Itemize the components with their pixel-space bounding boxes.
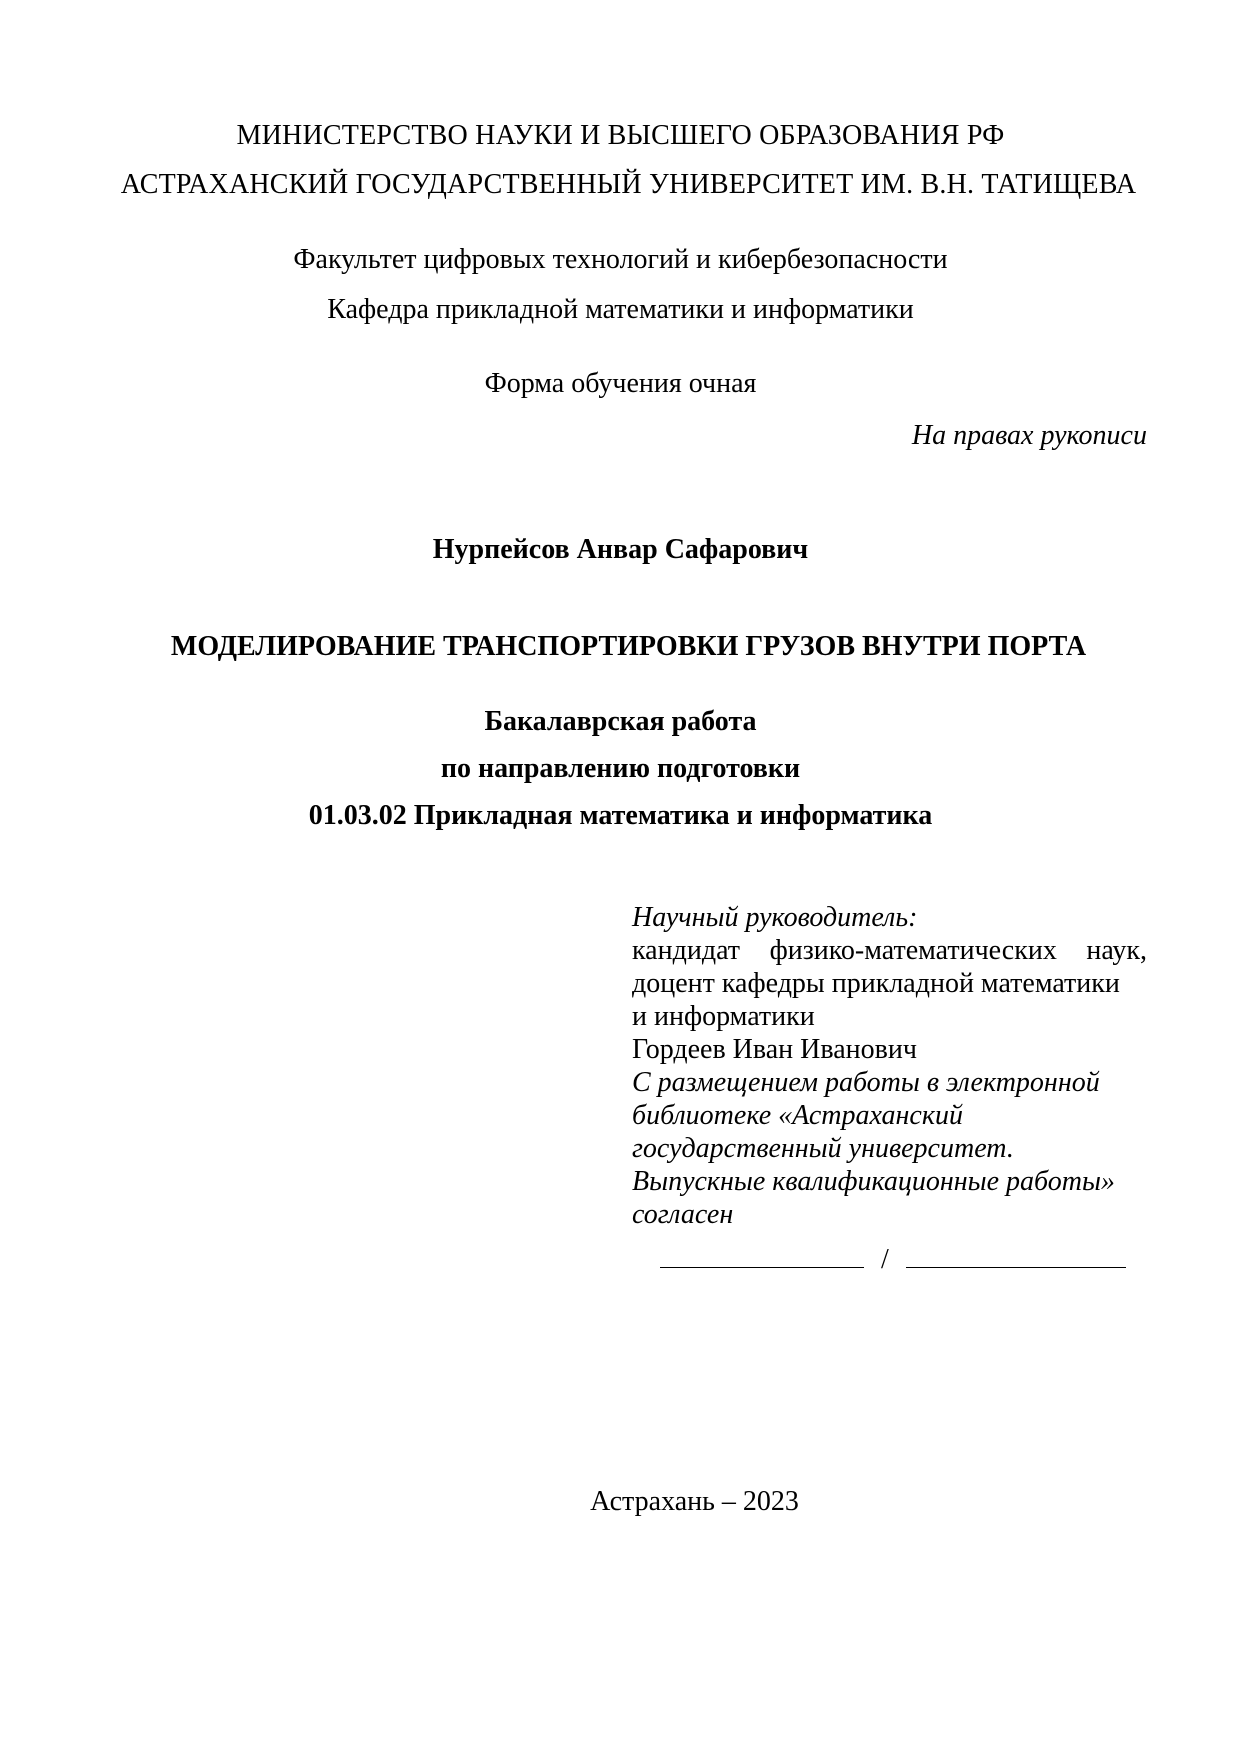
direction-prefix: по направлению подготовки xyxy=(440,753,801,784)
signature-separator: / xyxy=(881,1244,889,1275)
thesis-title: МОДЕЛИРОВАНИЕ ТРАНСПОРТИРОВКИ ГРУЗОВ ВНУТРИ ПОРТА xyxy=(170,631,1087,662)
consent-line: Выпускные квалификационные работы» xyxy=(632,1166,1115,1197)
study-form: Форма обучения очная xyxy=(484,368,757,399)
supervisor-position-cont: и информатики xyxy=(632,1001,815,1032)
direction-name: 01.03.02 Прикладная математика и информатика xyxy=(308,800,933,831)
signature-name-blank xyxy=(906,1243,1126,1268)
author-name: Нурпейсов Анвар Сафарович xyxy=(432,534,809,565)
consent-line: государственный университет. xyxy=(632,1133,1014,1164)
ministry-heading: МИНИСТЕРСТВО НАУКИ И ВЫСШЕГО ОБРАЗОВАНИЯ РФ xyxy=(236,120,1005,151)
manuscript-note: На правах рукописи xyxy=(911,420,1147,451)
faculty-name: Факультет цифровых технологий и кибербезопасности xyxy=(293,244,948,275)
department-name: Кафедра прикладной математики и информатики xyxy=(327,294,914,325)
supervisor-position: доцент кафедры прикладной математики xyxy=(632,968,1120,999)
signature-blank xyxy=(660,1243,864,1268)
city-year: Астрахань – 2023 xyxy=(590,1486,799,1517)
consent-line: С размещением работы в электронной xyxy=(632,1067,1100,1098)
consent-line: согласен xyxy=(632,1199,734,1230)
signature-line xyxy=(660,1243,1126,1276)
university-heading: АСТРАХАНСКИЙ ГОСУДАРСТВЕННЫЙ УНИВЕРСИТЕТ ИМ. В.Н. ТАТИЩЕВА xyxy=(120,169,1137,200)
supervisor-label: Научный руководитель: xyxy=(632,902,918,933)
supervisor-name: Гордеев Иван Иванович xyxy=(632,1034,917,1065)
supervisor-degree-word: кандидат xyxy=(632,935,741,966)
supervisor-degree xyxy=(632,934,1147,967)
supervisor-degree-word: физико-математических xyxy=(769,935,1057,966)
consent-line: библиотеке «Астраханский xyxy=(632,1100,963,1131)
work-type: Бакалаврская работа xyxy=(484,706,757,737)
supervisor-degree-word: наук, xyxy=(1086,935,1147,966)
supervisor-block xyxy=(632,901,1147,1231)
